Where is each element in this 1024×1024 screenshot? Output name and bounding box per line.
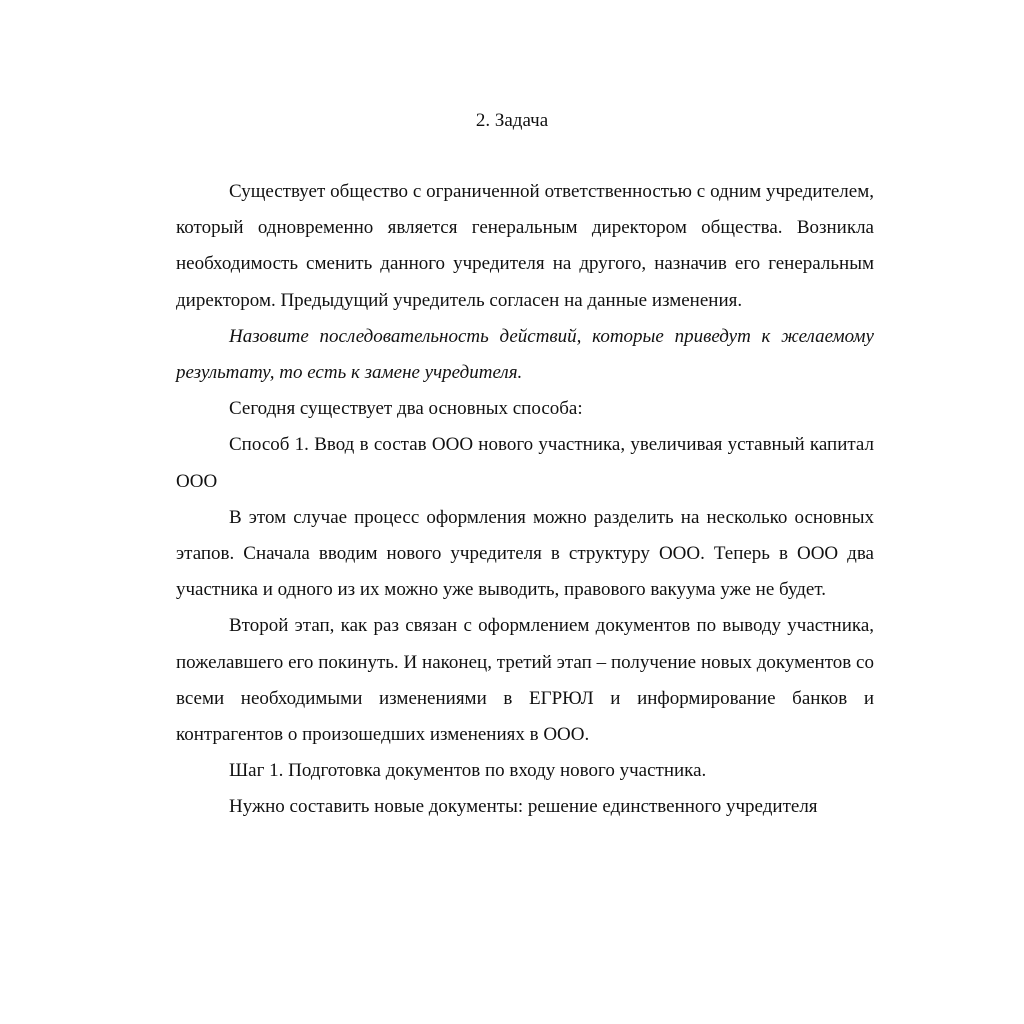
document-body: [176, 174, 874, 826]
section-heading: 2. Задача: [475, 110, 549, 131]
paragraph-stages: В этом случае процесс оформления можно разделить на несколько основных этапов. Сначала вводим нового учредителя в структуру ООО. Теперь в ООО два участника и одного из их можно уже выводить, правового вакуума уже не будет.: [176, 506, 874, 601]
paragraph-method-1: Способ 1. Ввод в состав ООО нового участника, увеличивая уставный капитал ООО: [176, 434, 874, 492]
paragraph-second-stage: Второй этап, как раз связан с оформлением документов по выводу участника, пожелавшего его покинуть. И наконец, третий этап – получение новых документов со всеми необходимыми изменениями в ЕГРЮЛ и информирование банков и контрагентов о произошедших изменениях в ООО.: [176, 615, 874, 746]
paragraph-problem-statement: Существует общество с ограниченной ответственностью с одним учредителем, который одновременно является генеральным директором общества. Возникла необходимость сменить данного учредителя на другого, назначив его генеральным директором. Предыдущий учредитель согласен на данные изменения.: [176, 181, 874, 311]
paragraph-two-methods: Сегодня существует два основных способа:: [229, 398, 583, 420]
paragraph-new-documents: Нужно составить новые документы: решение единственного учредителя: [229, 796, 818, 818]
paragraph-step-1: Шаг 1. Подготовка документов по входу нового участника.: [229, 760, 707, 782]
paragraph-question: Назовите последовательность действий, которые приведут к желаемому результату, то есть к замене учредителя.: [176, 325, 874, 384]
